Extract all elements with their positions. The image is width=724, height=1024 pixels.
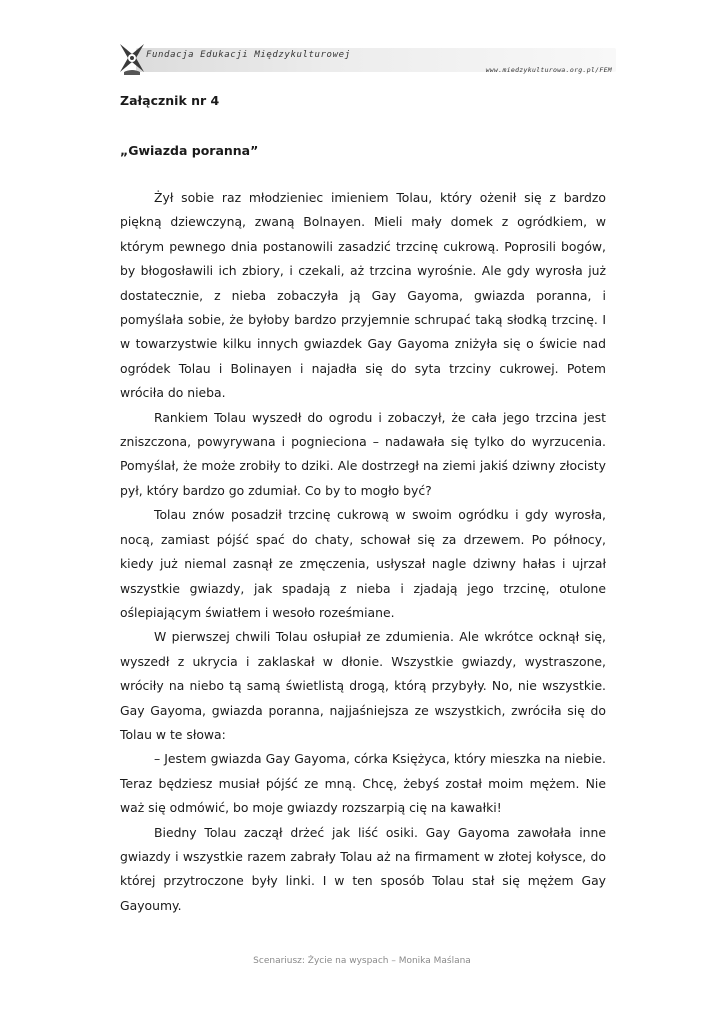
annex-label: Załącznik nr 4 xyxy=(120,93,220,108)
organization-name: Fundacja Edukacji Międzykulturowej xyxy=(146,50,351,60)
story-paragraph: Rankiem Tolau wyszedł do ogrodu i zobaczył, że cała jego trzcina jest zniszczona, powyrywana i pognieciona – nadawała się tylko do wyrzucenia. Pomyślał, że może zrobiły to dziki. Ale dostrzegł na ziemi jakiś dziwny złocisty pył, który bardzo go zdumiał. Co by to mogło być? xyxy=(120,409,606,498)
story-title: „Gwiazda poranna” xyxy=(120,143,259,158)
organization-url: www.miedzykulturowa.org.pl/FEM xyxy=(485,66,612,74)
story-paragraph: – Jestem gwiazda Gay Gayoma, córka Księżyca, który mieszka na niebie. Teraz będziesz musiał pójść ze mną. Chcę, żebyś został moim mężem. Nie waż się odmówić, bo moje gwiazdy rozszarpią cię na kawałki! xyxy=(120,751,606,816)
page-footer: Scenariusz: Życie na wyspach – Monika Maślana xyxy=(253,956,471,966)
document-header xyxy=(118,38,618,82)
story-paragraph: Żył sobie raz młodzieniec imieniem Tolau, który ożenił się z bardzo piękną dziewczyną, zwaną Bolnayen. Mieli mały domek z ogródkiem, w którym pewnego dnia postanowili zasadzić trzcinę cukrową. Poprosili bogów, by błogosławili ich zbiory, i czekali, aż trzcina wyrośnie. Ale gdy wyrosła już dostatecznie, z nieba zobaczyła ją Gay Gayoma, gwiazda poranna, i pomyślała sobie, że byłoby bardzo przyjemnie schrupać taką słodką trzcinę. I w towarzystwie kilku innych gwiazdek Gay Gayoma zniżyła się o świcie nad ogródek Tolau i Bolinayen i najadła się do syta trzciny cukrowej. Potem wróciła do nieba. xyxy=(120,190,606,401)
story-body xyxy=(120,186,606,918)
story-paragraph: Biedny Tolau zaczął drżeć jak liść osiki. Gay Gayoma zawołała inne gwiazdy i wszystkie razem zabrały Tolau aż na firmament w złotej kołysce, do której przytroczone były linki. I w ten sposób Tolau stał się mężem Gay Gayoumy. xyxy=(120,824,606,913)
fem-logo-icon xyxy=(118,42,146,76)
story-paragraph: W pierwszej chwili Tolau osłupiał ze zdumienia. Ale wkrótce ocknął się, wyszedł z ukrycia i zaklaskał w dłonie. Wszystkie gwiazdy, wystraszone, wróciły na niebo tą samą świetlistą drogą, którą przybyły. No, nie wszystkie. Gay Gayoma, gwiazda poranna, najjaśniejsza ze wszystkich, zwróciła się do Tolau w te słowa: xyxy=(120,629,606,742)
story-paragraph: Tolau znów posadził trzcinę cukrową w swoim ogródku i gdy wyrosła, nocą, zamiast pójść spać do chaty, schował się za drzewem. Po północy, kiedy już niemal zasnął ze zmęczenia, usłyszał nagle dziwny hałas i ujrzał wszystkie gwiazdy, jak spadają z nieba i zjadają jego trzcinę, otulone oślepiającym światłem i wesoło roześmiane. xyxy=(120,507,606,620)
